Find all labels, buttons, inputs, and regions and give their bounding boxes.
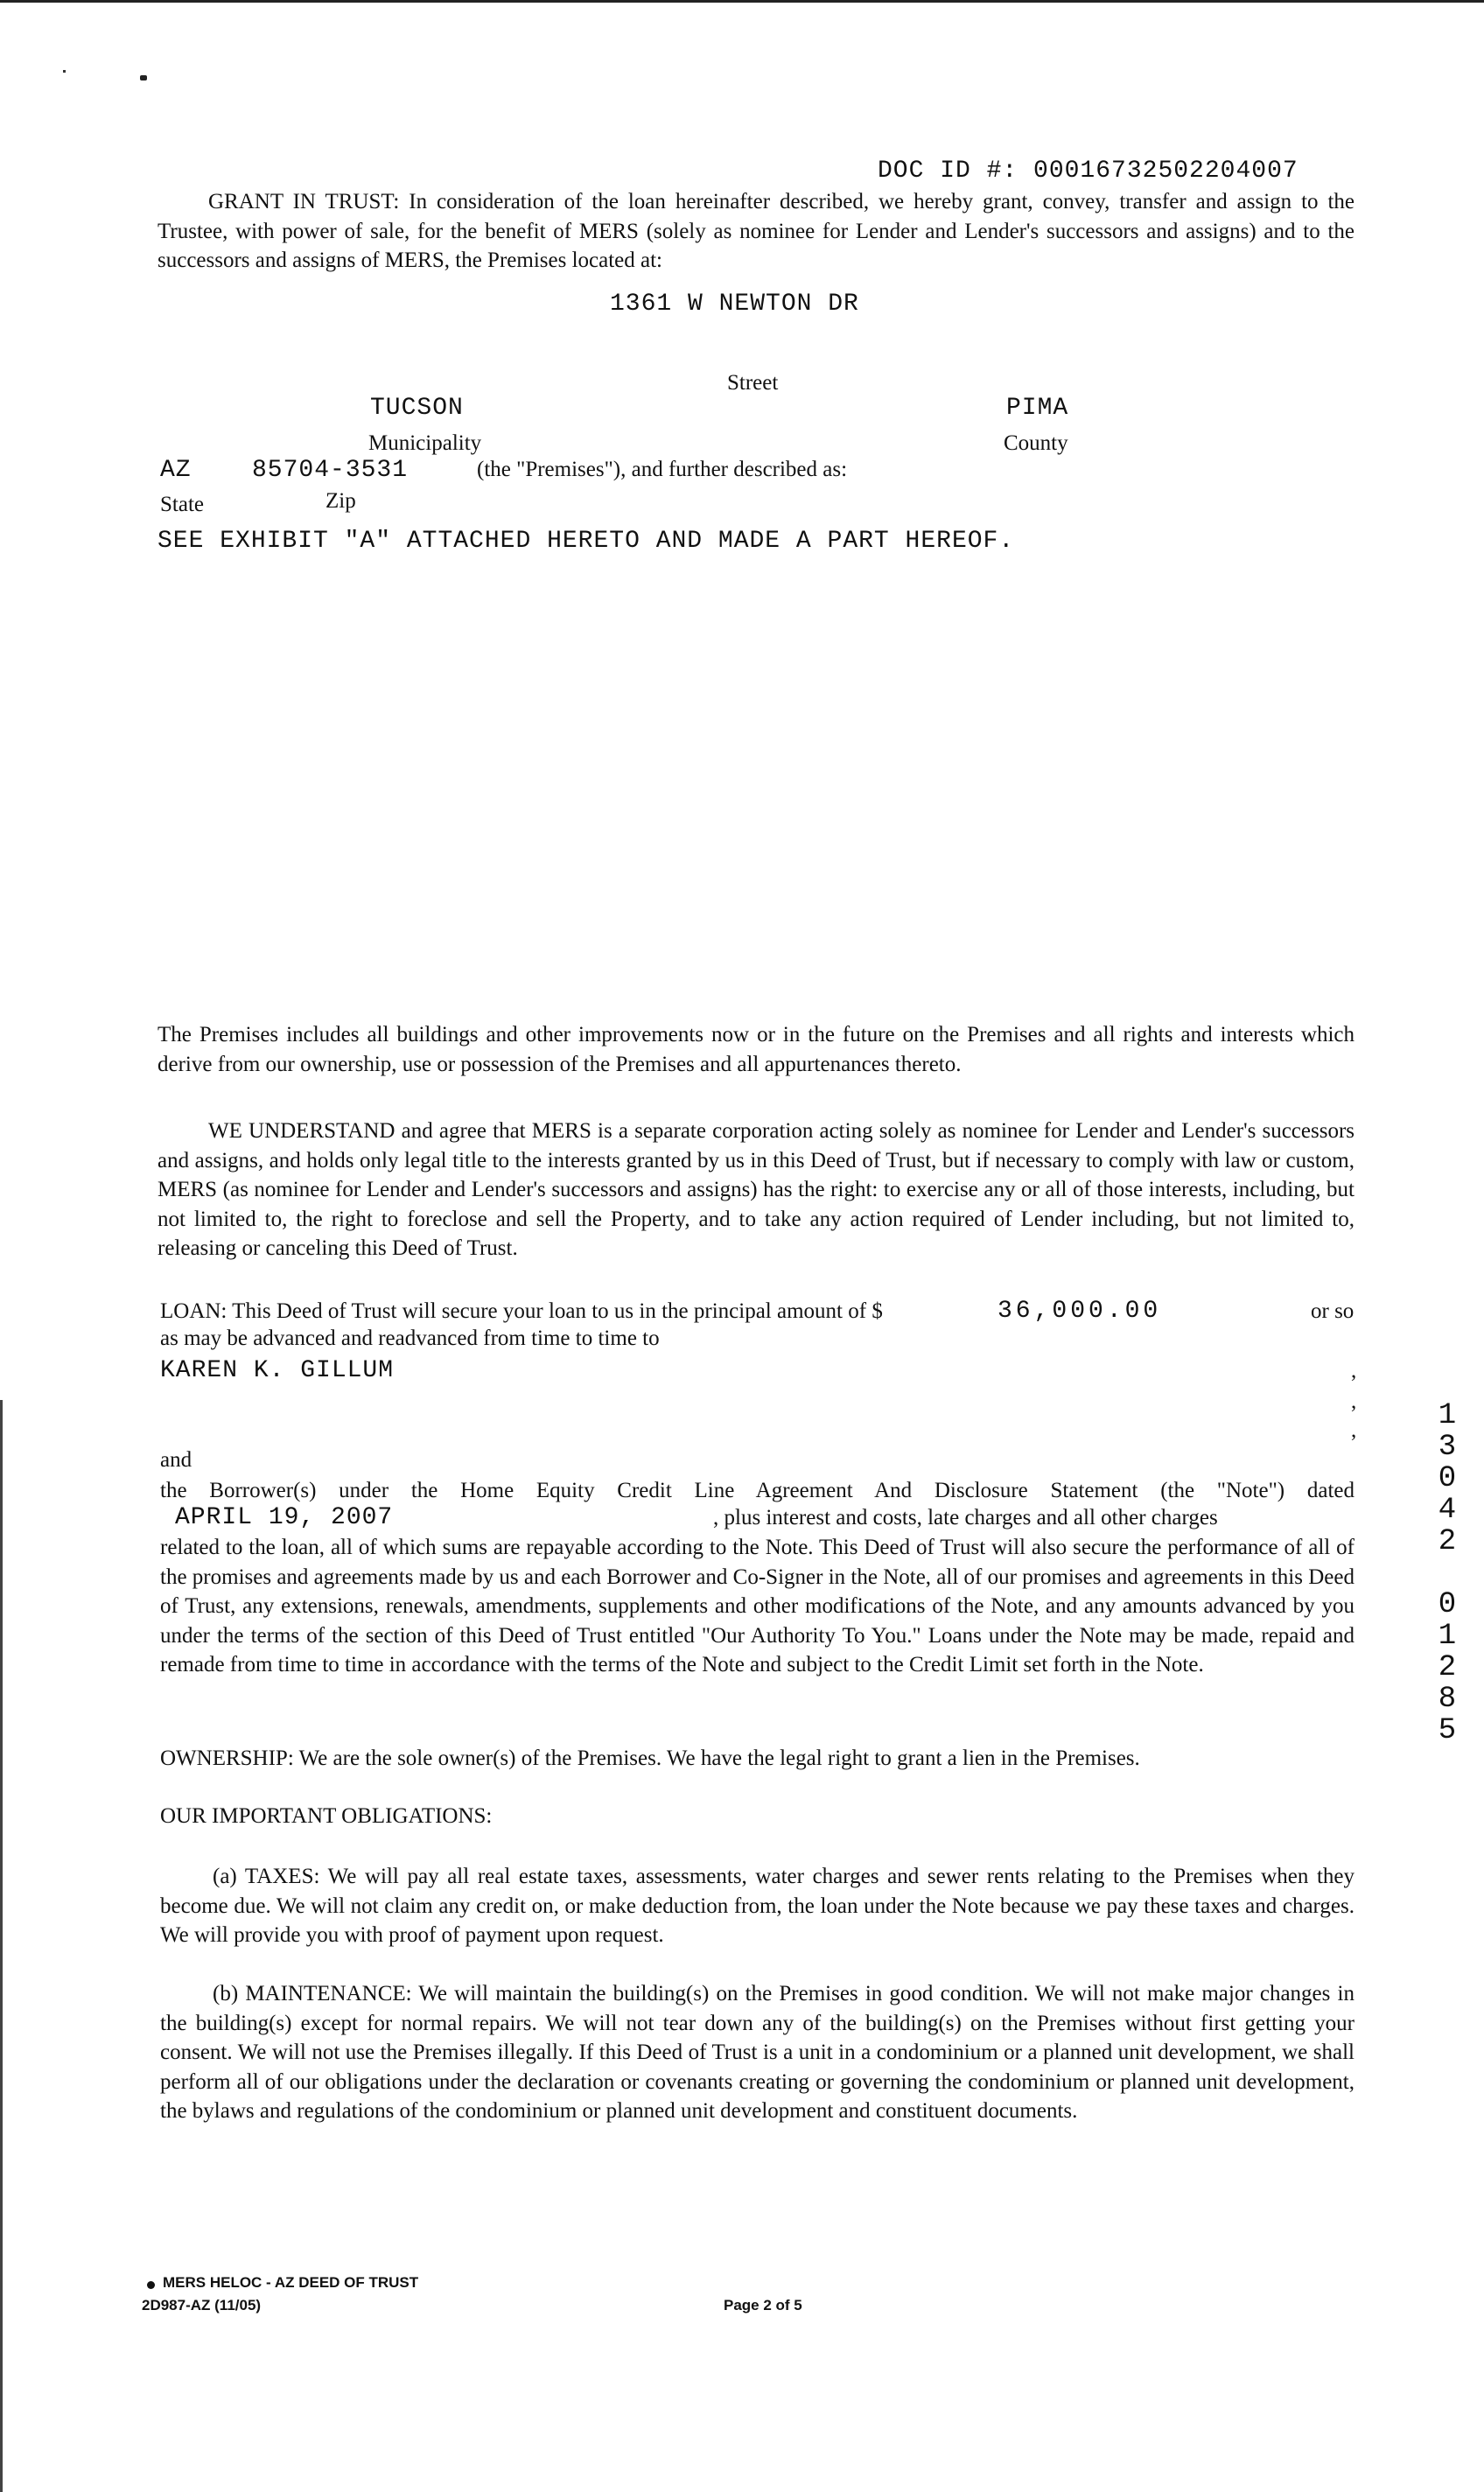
stamp-digit: 5 [1438, 1714, 1457, 1747]
scan-speck [140, 75, 147, 80]
county-label: County [1004, 431, 1068, 455]
municipality-label: Municipality [368, 431, 482, 455]
borrower-comma-1: , [1351, 1359, 1357, 1382]
borrowers-line: the Borrower(s) under the Home Equity Credit Line Agreement And Disclosure Statement (the "Note") dated [160, 1479, 1354, 1502]
stamp-digit: 2 [1438, 1651, 1457, 1684]
street-value: 1361 W NEWTON DR [610, 290, 859, 318]
footer-bullet-icon [147, 2281, 155, 2289]
loan-and: and [160, 1448, 192, 1472]
stamp-digit: 2 [1438, 1525, 1457, 1558]
borrower-comma-3: , [1351, 1418, 1357, 1442]
premises-tail: (the "Premises"), and further described as: [477, 458, 848, 481]
loan-rest: related to the loan, all of which sums are repayable according to the Note. This Deed of Trust will also secure the performance of all of the promises and agreements made by us and each Borrower and Co-Signer in the Note, all of our promises and agreements in this Deed of Trust, any extensions, renewals, amendments, supplements and other modifications of the Note, and any amounts advanced by you under the terms of the section of this Deed of Trust entitled "Our Authority To You." Loans under the Note may be made, repaid and remade from time to time in accordance with the terms of the Note and subject to the Credit Limit set forth in the Note. [160, 1536, 1354, 1676]
stamp-digit: 0 [1438, 1462, 1457, 1495]
understand-paragraph: WE UNDERSTAND and agree that MERS is a separate corporation acting solely as nominee for Lender and Lender's successors and assigns, and holds only legal title to the interests granted by us in this Deed of Trust, but if necessary to comply with law or custom, MERS (as nominee for Lender and Lender's successors and assigns) has the right: to exercise any or all of those interests, including, but not limited to, the right to foreclose and sell the Property, and to take any action required of Lender including, but not limited to, releasing or canceling this Deed of Trust. [158, 1119, 1354, 1260]
obligations-heading: OUR IMPORTANT OBLIGATIONS: [160, 1804, 493, 1828]
loan-advanced: as may be advanced and readvanced from time to time to [160, 1326, 660, 1350]
premises-paragraph: The Premises includes all buildings and other improvements now or in the future on the Premises and all rights and interests which derive from our ownership, use or possession of the Premises and all appurtenances thereto. [158, 1023, 1354, 1076]
stamp-digit: 1 [1438, 1399, 1457, 1432]
stamp-digit: 8 [1438, 1683, 1457, 1716]
exhibit-line: SEE EXHIBIT "A" ATTACHED HERETO AND MADE A PART HEREOF. [158, 528, 1015, 555]
side-stamp [1432, 1400, 1463, 1746]
zip-value: 85704-3531 [252, 457, 409, 484]
stamp-digit: 3 [1438, 1431, 1457, 1464]
footer-form-code: 2D987-AZ (11/05) [142, 2297, 262, 2314]
stamp-digit: 4 [1438, 1494, 1457, 1527]
loan-prefix: LOAN: This Deed of Trust will secure your loan to us in the principal amount of $ [160, 1299, 883, 1323]
note-date: APRIL 19, 2007 [175, 1504, 394, 1531]
loan-amount: 36,000.00 [998, 1298, 1162, 1325]
stamp-digit: 1 [1438, 1620, 1457, 1653]
municipality-value: TUCSON [370, 395, 464, 422]
borrower-name: KAREN K. GILLUM [160, 1357, 395, 1384]
state-label: State [160, 493, 204, 516]
loan-or-so: or so [1311, 1299, 1354, 1323]
zip-label: Zip [326, 489, 356, 513]
stamp-digit: 0 [1438, 1588, 1457, 1621]
stamp-gap [1432, 1558, 1463, 1589]
plus-tail: , plus interest and costs, late charges and all other charges [713, 1506, 1218, 1530]
footer-form-name: MERS HELOC - AZ DEED OF TRUST [163, 2274, 419, 2291]
street-label: Street [727, 371, 779, 395]
maintenance-paragraph: (b) MAINTENANCE: We will maintain the building(s) on the Premises in good condition. We will not make major changes in the building(s) except for normal repairs. We will not tear down any of the building(s) on the Premises without first getting your consent. We will not use the Premises illegally. If this Deed of Trust is a unit in a condominium or a planned unit development, we shall perform all of our obligations under the declaration or covenants creating or governing the condominium or planned unit development, the bylaws and regulations of the condominium or planned unit development and constituent documents. [160, 1982, 1354, 2123]
footer-page: Page 2 of 5 [724, 2297, 802, 2314]
doc-id: DOC ID #: 00016732502204007 [878, 158, 1298, 185]
state-value: AZ [160, 457, 192, 484]
scan-top-border [0, 0, 1484, 3]
taxes-paragraph: (a) TAXES: We will pay all real estate taxes, assessments, water charges and sewer rents relating to the Premises when they become due. We will not claim any credit on, or make deduction from, the loan under the Note because we pay these taxes and charges. We will provide you with proof of payment upon request. [160, 1865, 1354, 1947]
grant-paragraph: GRANT IN TRUST: In consideration of the loan hereinafter described, we hereby grant, convey, transfer and assign to the Trustee, with power of sale, for the benefit of MERS (solely as nominee for Lender and Lender's successors and assigns) and to the successors and assigns of MERS, the Premises located at: [158, 190, 1354, 272]
ownership-paragraph: OWNERSHIP: We are the sole owner(s) of the Premises. We have the legal right to grant a lien in the Premises. [160, 1746, 1140, 1770]
scan-left-edge [0, 1400, 3, 2492]
county-value: PIMA [1006, 395, 1069, 422]
scan-speck [63, 70, 66, 73]
borrower-comma-2: , [1351, 1390, 1357, 1413]
